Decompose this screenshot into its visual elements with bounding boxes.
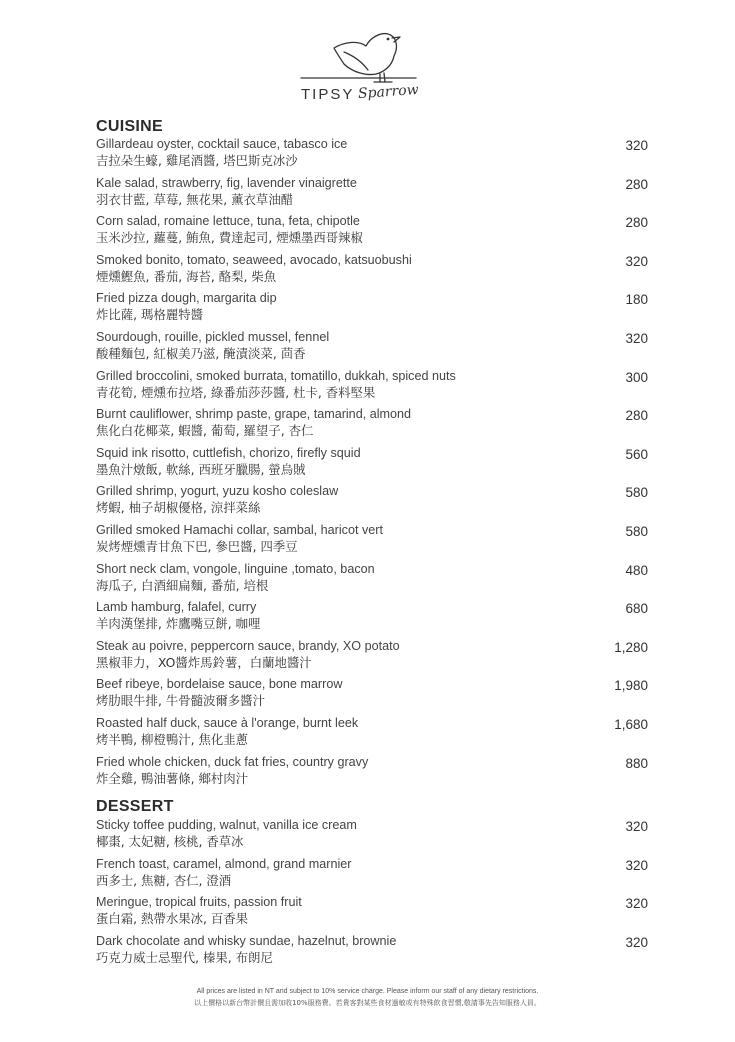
menu-item (96, 137, 648, 173)
menu-item (96, 600, 648, 636)
item-name-en: Corn salad, romaine lettuce, tuna, feta, chipotle (96, 214, 360, 228)
menu-item (96, 176, 648, 212)
item-price: 320 (625, 138, 648, 153)
item-price: 320 (625, 331, 648, 346)
menu-item (96, 639, 648, 675)
item-price: 480 (625, 563, 648, 578)
item-name-en: Meringue, tropical fruits, passion fruit (96, 895, 302, 909)
item-name-en: Dark chocolate and whisky sundae, hazelnut, brownie (96, 934, 397, 948)
menu-item (96, 214, 648, 250)
item-price: 280 (625, 215, 648, 230)
item-price: 320 (625, 254, 648, 269)
item-name-en: Grilled broccolini, smoked burrata, tomatillo, dukkah, spiced nuts (96, 369, 456, 383)
item-price: 280 (625, 408, 648, 423)
item-price: 880 (625, 756, 648, 771)
item-name-en: Lamb hamburg, falafel, curry (96, 600, 257, 614)
menu-item (96, 562, 648, 598)
item-name-zh: 羽衣甘藍, 草莓, 無花果, 薰衣草油醋 (96, 192, 294, 207)
item-name-zh: 巧克力威士忌聖代, 榛果, 布朗尼 (96, 950, 273, 965)
item-name-zh: 炭烤煙燻青甘魚下巴, 參巴醬, 四季豆 (96, 539, 298, 554)
menu-item (96, 716, 648, 752)
section-title-dessert: DESSERT (96, 798, 174, 815)
item-name-en: Sticky toffee pudding, walnut, vanilla ice cream (96, 818, 357, 832)
item-name-zh: 烤蝦, 柚子胡椒優格, 涼拌菜絲 (96, 500, 261, 515)
menu-item (96, 484, 648, 520)
item-price: 320 (625, 896, 648, 911)
item-name-en: Smoked bonito, tomato, seaweed, avocado, katsuobushi (96, 253, 412, 267)
menu-item (96, 677, 648, 713)
item-name-zh: 焦化白花椰菜, 蝦醬, 葡萄, 羅望子, 杏仁 (96, 423, 314, 438)
item-name-zh: 羊肉漢堡排, 炸鷹嘴豆餅, 咖哩 (96, 616, 261, 631)
item-name-zh: 西多士, 焦糖, 杏仁, 澄酒 (96, 873, 232, 888)
item-name-en: Kale salad, strawberry, fig, lavender vinaigrette (96, 176, 357, 190)
item-name-en: Gillardeau oyster, cocktail sauce, tabasco ice (96, 137, 348, 151)
item-name-zh: 炸比薩, 瑪格麗特醬 (96, 307, 204, 322)
item-price: 680 (625, 601, 648, 616)
item-price: 300 (625, 370, 648, 385)
item-price: 320 (625, 858, 648, 873)
item-price: 320 (625, 935, 648, 950)
item-name-zh: 吉拉朵生蠔, 雞尾酒醬, 塔巴斯克冰沙 (96, 153, 298, 168)
item-name-zh: 酸種麵包, 紅椒美乃滋, 醃漬淡菜, 茴香 (96, 346, 306, 361)
item-name-zh: 蛋白霜, 熱帶水果冰, 百香果 (96, 911, 249, 926)
item-name-en: French toast, caramel, almond, grand marnier (96, 857, 352, 871)
item-name-en: Fried whole chicken, duck fat fries, country gravy (96, 755, 369, 769)
item-price: 180 (625, 292, 648, 307)
item-name-zh: 椰棗, 太妃糖, 核桃, 香草冰 (96, 834, 244, 849)
item-name-zh: 墨魚汁燉飯, 軟絲, 西班牙臘腸, 螢烏賊 (96, 462, 306, 477)
item-price: 1,680 (614, 717, 648, 732)
menu-item (96, 755, 648, 791)
item-name-zh: 烤半鴨, 柳橙鴨汁, 焦化韭蔥 (96, 732, 249, 747)
item-name-zh: 煙燻鰹魚, 番茄, 海苔, 酪梨, 柴魚 (96, 269, 277, 284)
item-name-zh: 海瓜子, 白酒細扁麵, 番茄, 培根 (96, 578, 269, 593)
item-name-en: Squid ink risotto, cuttlefish, chorizo, firefly squid (96, 446, 361, 460)
item-price: 580 (625, 524, 648, 539)
item-name-zh: 青花筍, 煙燻布拉塔, 綠番茄莎莎醬, 杜卡, 香料堅果 (96, 385, 376, 400)
item-name-en: Grilled shrimp, yogurt, yuzu kosho coleslaw (96, 484, 339, 498)
footer (0, 988, 735, 1008)
item-name-en: Sourdough, rouille, pickled mussel, fennel (96, 330, 330, 344)
item-name-en: Short neck clam, vongole, linguine ,tomato, bacon (96, 562, 375, 576)
menu-item (96, 818, 648, 854)
menu-item (96, 330, 648, 366)
item-price: 1,280 (614, 640, 648, 655)
item-name-en: Grilled smoked Hamachi collar, sambal, haricot vert (96, 523, 383, 537)
item-name-en: Fried pizza dough, margarita dip (96, 291, 277, 305)
item-price: 1,980 (614, 678, 648, 693)
item-price: 580 (625, 485, 648, 500)
item-price: 280 (625, 177, 648, 192)
logo (296, 26, 442, 108)
menu-item (96, 895, 648, 931)
menu-item (96, 857, 648, 893)
item-name-zh: 玉米沙拉, 蘿蔓, 鮪魚, 費達起司, 煙燻墨西哥辣椒 (96, 230, 363, 245)
menu-item (96, 253, 648, 289)
item-name-en: Beef ribeye, bordelaise sauce, bone marrow (96, 677, 343, 691)
menu-item (96, 934, 648, 970)
item-price: 320 (625, 819, 648, 834)
brand-script: Sparrow (357, 81, 420, 103)
brand-name: TIPSY (301, 86, 355, 103)
menu-item (96, 523, 648, 559)
item-name-en: Roasted half duck, sauce à l'orange, burnt leek (96, 716, 359, 730)
item-name-zh: 烤肋眼牛排, 牛骨髓波爾多醬汁 (96, 693, 265, 708)
footer-note-zh: 以上價格以新台幣計價且需加收10%服務費。若貴客對某些食材過敏或有特殊飲食習慣,敬請事先告知服務人員。 (194, 999, 541, 1007)
item-name-zh: 黑椒菲力，XO醬炸馬鈴薯，白蘭地醬汁 (96, 655, 312, 670)
item-price: 560 (625, 447, 648, 462)
menu-item (96, 291, 648, 327)
menu-item (96, 369, 648, 405)
footer-note-en: All prices are listed in NT and subject to 10% service charge. Please inform our staff of any dietary restrictions. (196, 988, 539, 995)
section-title-cuisine: CUISINE (96, 118, 163, 135)
menu-item (96, 446, 648, 482)
item-name-zh: 炸全雞, 鴨油薯條, 鄉村肉汁 (96, 771, 249, 786)
item-name-en: Steak au poivre, peppercorn sauce, brandy, XO potato (96, 639, 400, 653)
menu-item (96, 407, 648, 443)
item-name-en: Burnt cauliflower, shrimp paste, grape, tamarind, almond (96, 407, 411, 421)
